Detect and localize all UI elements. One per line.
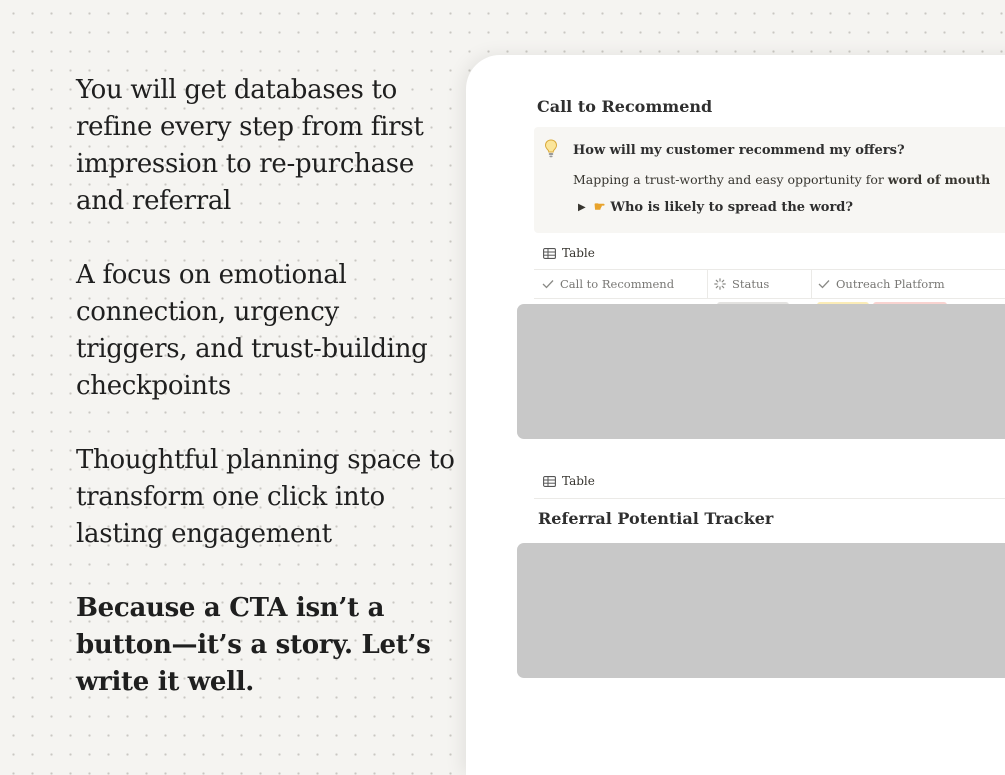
column-header-label: Call to Recommend <box>560 277 675 291</box>
callout-question: How will my customer recommend my offers? <box>573 143 905 158</box>
column-header-call-to-recommend[interactable] <box>542 270 674 298</box>
feature-paragraph-databases: You will get databases to refine every step from first impression to re-purchase and referral <box>76 75 424 216</box>
toggle-block[interactable] <box>578 200 853 215</box>
column-header-status[interactable] <box>714 270 769 298</box>
marketing-copy <box>76 72 456 738</box>
table-view-label: Table <box>562 474 595 488</box>
table-icon <box>543 476 556 487</box>
header-divider <box>534 298 1005 299</box>
content-placeholder <box>517 543 1005 678</box>
table-icon <box>543 248 556 259</box>
feature-paragraph-emotion: A focus on emotional connection, urgency triggers, and trust-building checkpoints <box>76 260 428 401</box>
status-loading-icon <box>714 278 726 290</box>
pointing-hand-icon: ☛ <box>593 200 606 215</box>
column-header-label: Status <box>732 277 770 291</box>
table-view-tab[interactable] <box>543 246 595 260</box>
feature-paragraph-planning: Thoughtful planning space to transform one click into lasting engagement <box>76 445 455 549</box>
checkmark-icon <box>818 279 830 289</box>
checkmark-icon <box>542 279 554 289</box>
content-placeholder <box>517 304 1005 439</box>
database-title: Referral Potential Tracker <box>538 509 774 528</box>
page-section-title: Call to Recommend <box>537 97 713 116</box>
toggle-arrow-icon[interactable]: ▶ <box>578 202 586 213</box>
table-view-label: Table <box>562 246 595 260</box>
callout-description-text: Mapping a trust-worthy and easy opportunity for <box>573 172 888 187</box>
callout-description-emphasis: word of mouth <box>887 172 991 187</box>
column-header-label: Outreach Platform <box>836 277 945 291</box>
table-view-tab[interactable] <box>543 474 595 488</box>
callout-block <box>534 127 1005 233</box>
column-divider <box>707 270 708 298</box>
lightbulb-icon <box>544 139 558 159</box>
view-divider <box>534 498 1005 499</box>
closing-statement: Because a CTA isn’t a button—it’s a story. Let’s write it well. <box>76 593 431 697</box>
callout-description <box>573 172 990 187</box>
toggle-label: Who is likely to spread the word? <box>610 200 854 215</box>
column-header-outreach-platform[interactable] <box>818 270 945 298</box>
column-divider <box>811 270 812 298</box>
